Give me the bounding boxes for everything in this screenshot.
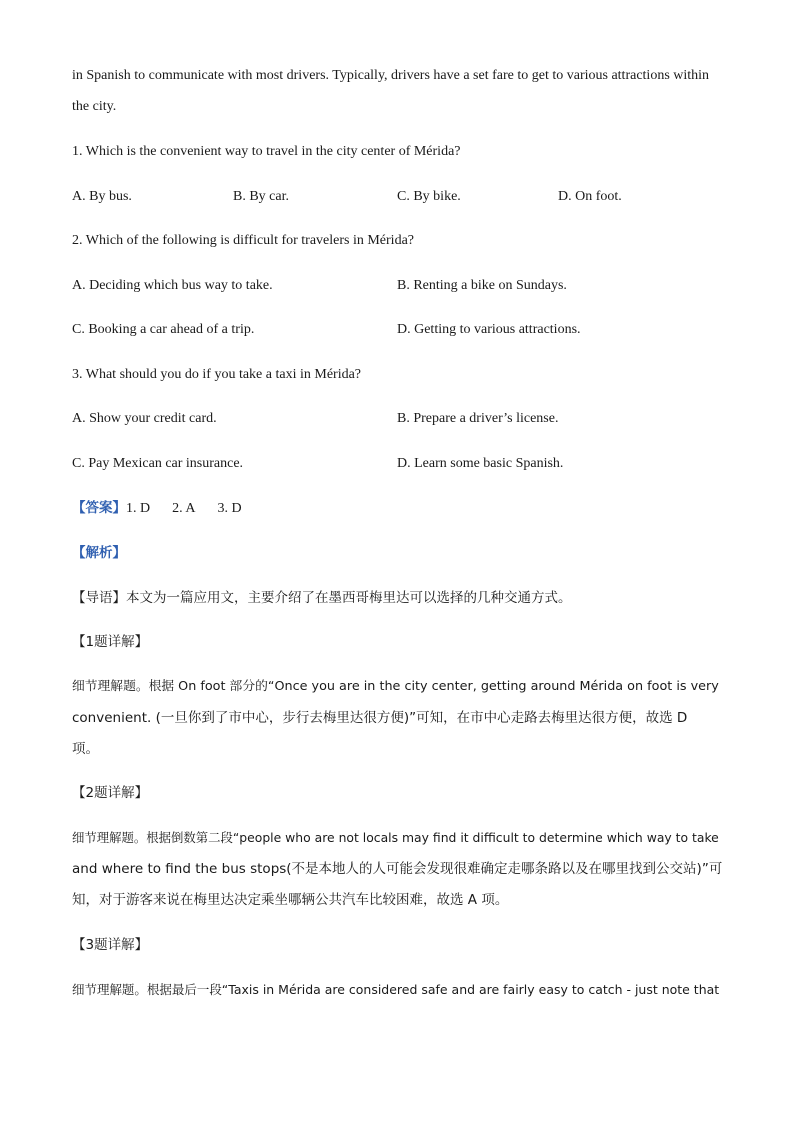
question-3-option-a: A. Show your credit card. bbox=[72, 411, 217, 426]
question-1-option-a: A. By bus. bbox=[72, 189, 132, 204]
analysis-intro: 【导语】本文为一篇应用文，主要介绍了在墨西哥梅里达可以选择的几种交通方式。 bbox=[72, 590, 572, 606]
question-2-option-d: D. Getting to various attractions. bbox=[397, 322, 581, 337]
question-2-option-c: C. Booking a car ahead of a trip. bbox=[72, 322, 255, 337]
detail-1-line-1: 细节理解题。根据 On foot 部分的“Once you are in the city center, getting around Mérida on foot is very bbox=[72, 679, 719, 694]
detail-2-line-3: 知，对于游客来说在梅里达决定乘坐哪辆公共汽车比较困难，故选 A 项。 bbox=[72, 892, 509, 908]
detail-1-line-2: convenient. (一旦你到了市中心，步行去梅里达很方便)”可知，在市中心走路去梅里达很方便，故选 D bbox=[72, 710, 688, 726]
answer-row bbox=[72, 499, 264, 518]
answer-item-1: 1. D bbox=[126, 501, 151, 516]
question-2-stem: 2. Which of the following is difficult for travelers in Mérida? bbox=[72, 233, 415, 248]
analysis-label: 【解析】 bbox=[72, 545, 126, 561]
question-3-option-d: D. Learn some basic Spanish. bbox=[397, 456, 564, 471]
detail-1-line-3: 项。 bbox=[72, 741, 99, 757]
answer-item-3: 3. D bbox=[217, 501, 242, 516]
detail-1-heading: 【1题详解】 bbox=[72, 634, 149, 650]
question-1-option-c: C. By bike. bbox=[397, 189, 461, 204]
passage-line-2: the city. bbox=[72, 99, 117, 114]
question-1-option-b: B. By car. bbox=[233, 189, 289, 204]
question-1-stem: 1. Which is the convenient way to travel in the city center of Mérida? bbox=[72, 144, 461, 159]
question-1-option-d: D. On foot. bbox=[558, 189, 622, 204]
question-2-option-b: B. Renting a bike on Sundays. bbox=[397, 278, 567, 293]
detail-2-heading: 【2题详解】 bbox=[72, 785, 149, 801]
question-3-option-c: C. Pay Mexican car insurance. bbox=[72, 456, 244, 471]
detail-2-line-1: 细节理解题。根据倒数第二段“people who are not locals may find it difficult to determine which way to take bbox=[72, 831, 719, 845]
detail-3-line-1: 细节理解题。根据最后一段“Taxis in Mérida are considered safe and are fairly easy to catch - just note that bbox=[72, 982, 720, 997]
passage-line-1: in Spanish to communicate with most drivers. Typically, drivers have a set fare to get to various attractions within bbox=[72, 68, 710, 83]
question-2-option-a: A. Deciding which bus way to take. bbox=[72, 278, 273, 293]
detail-3-heading: 【3题详解】 bbox=[72, 937, 149, 953]
answer-item-2: 2. A bbox=[172, 501, 196, 516]
answer-label: 【答案】 bbox=[72, 500, 126, 516]
question-3-option-b: B. Prepare a driver’s license. bbox=[397, 411, 559, 426]
question-3-stem: 3. What should you do if you take a taxi in Mérida? bbox=[72, 367, 362, 382]
detail-2-line-2: and where to find the bus stops(不是本地人的人可能会发现很难确定走哪条路以及在哪里找到公交站)”可 bbox=[72, 861, 723, 877]
